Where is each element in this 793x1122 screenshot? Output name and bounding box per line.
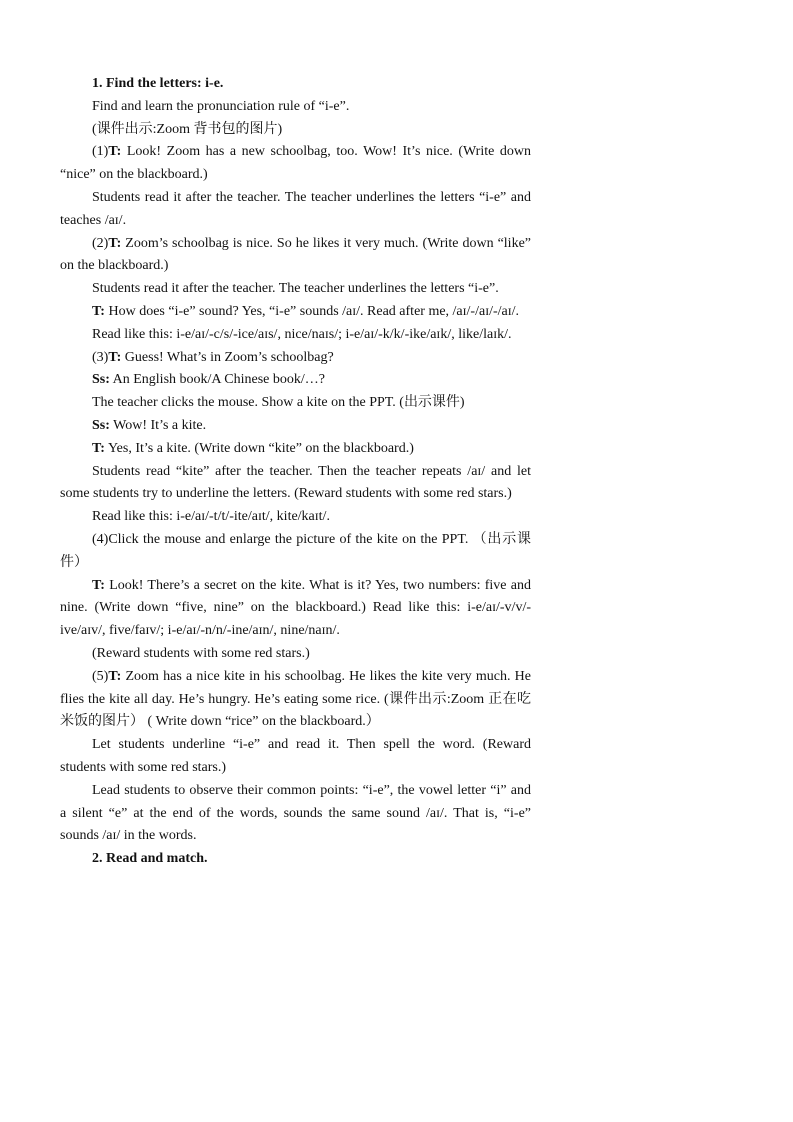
step-number: (1) <box>92 144 109 160</box>
speaker-label: T: <box>108 144 122 160</box>
speaker-label: T: <box>108 235 122 251</box>
speaker-label: T: <box>108 668 122 684</box>
dialogue-text: Wow! It’s a kite. <box>109 417 207 433</box>
read-like-this-1: Read like this: i-e/aɪ/-c/s/-ice/aɪs/, nice/naɪs/; i-e/aɪ/-k/k/-ike/aɪk/, like/laɪk/. <box>92 326 512 342</box>
intro-paragraph: Find and learn the pronunciation rule of “i-e”. <box>92 98 350 114</box>
common-points: Lead students to observe their common points: “i-e”, the vowel letter “i” and a silent “e” at the end of the words, sounds the same sound /aɪ/. That is, “i-e” sounds /aɪ/ in the words. <box>60 782 531 844</box>
students-answer-1 <box>60 369 531 392</box>
dialogue-text: How does “i-e” sound? Yes, “i-e” sounds /aɪ/. Read after me, /aɪ/-/aɪ/-/aɪ/. <box>104 303 520 319</box>
reward-note: (Reward students with some red stars.) <box>92 645 310 661</box>
dialogue-text: Look! There’s a secret on the kite. What is it? Yes, two numbers: five and nine. (Write down “five, nine” on the blackboard.) Read like this: i-e/aɪ/-v/v/-ive/aɪv/, five/faɪv/; i-e/aɪ/-n/n/-ine/aɪn/, nine/naɪn/. <box>60 577 531 639</box>
step-5 <box>60 666 531 734</box>
speaker-label: T: <box>108 349 122 365</box>
heading-find-letters: 1. Find the letters: i-e. <box>92 76 224 91</box>
speaker-label: T: <box>92 577 105 593</box>
step-1-follow: Students read it after the teacher. The teacher underlines the letters “i-e” and teaches /aɪ/. <box>60 189 531 228</box>
step-text: Look! Zoom has a new schoolbag, too. Wow! It’s nice. (Write down “nice” on the blackboard.) <box>60 144 531 183</box>
students-answer-2 <box>60 415 531 438</box>
speaker-label: T: <box>92 303 105 319</box>
step-number: (2) <box>92 235 109 251</box>
dialogue-text: An English book/A Chinese book/…? <box>109 372 325 388</box>
step-2-follow: Students read it after the teacher. The teacher underlines the letters “i-e”. <box>92 281 499 297</box>
dialogue-text: Yes, It’s a kite. (Write down “kite” on the blackboard.) <box>104 440 414 456</box>
speaker-label: T: <box>92 440 105 456</box>
click-mouse-note: The teacher clicks the mouse. Show a kite on the PPT. (出示课件) <box>92 395 465 411</box>
step-2 <box>60 233 531 279</box>
step-1 <box>60 141 531 187</box>
kite-follow: Students read “kite” after the teacher. Then the teacher repeats /aɪ/ and let some students try to underline the letters. (Reward students with some red stars.) <box>60 463 531 502</box>
step-text: Zoom has a nice kite in his schoolbag. He likes the kite very much. He flies the kite all day. He’s hungry. He’s eating some rice. (课件出示:Zoom 正在吃米饭的图片） ( Write down “rice” on the blackboard.） <box>60 668 531 730</box>
document-body <box>60 73 531 871</box>
underline-instruction: Let students underline “i-e” and read it. Then spell the word. (Reward students with some red stars.) <box>60 737 531 775</box>
step-3 <box>60 347 531 370</box>
speaker-label: Ss: <box>92 417 110 433</box>
teacher-kite <box>60 438 531 461</box>
step-text: Zoom’s schoolbag is nice. So he likes it very much. (Write down “like” on the blackboard.) <box>60 235 531 274</box>
step-4: (4)Click the mouse and enlarge the picture of the kite on the PPT. （出示课件） <box>60 531 531 570</box>
step-number: (3) <box>92 349 109 365</box>
step-text: Guess! What’s in Zoom’s schoolbag? <box>121 349 334 365</box>
heading-read-match: 2. Read and match. <box>92 851 208 867</box>
read-like-this-2: Read like this: i-e/aɪ/-t/t/-ite/aɪt/, kite/kaɪt/. <box>92 509 330 525</box>
speaker-label: Ss: <box>92 372 110 388</box>
teacher-question <box>60 301 531 324</box>
step-number: (5) <box>92 668 109 684</box>
teacher-secret <box>60 575 531 643</box>
courseware-note: (课件出示:Zoom 背书包的图片) <box>92 121 283 137</box>
